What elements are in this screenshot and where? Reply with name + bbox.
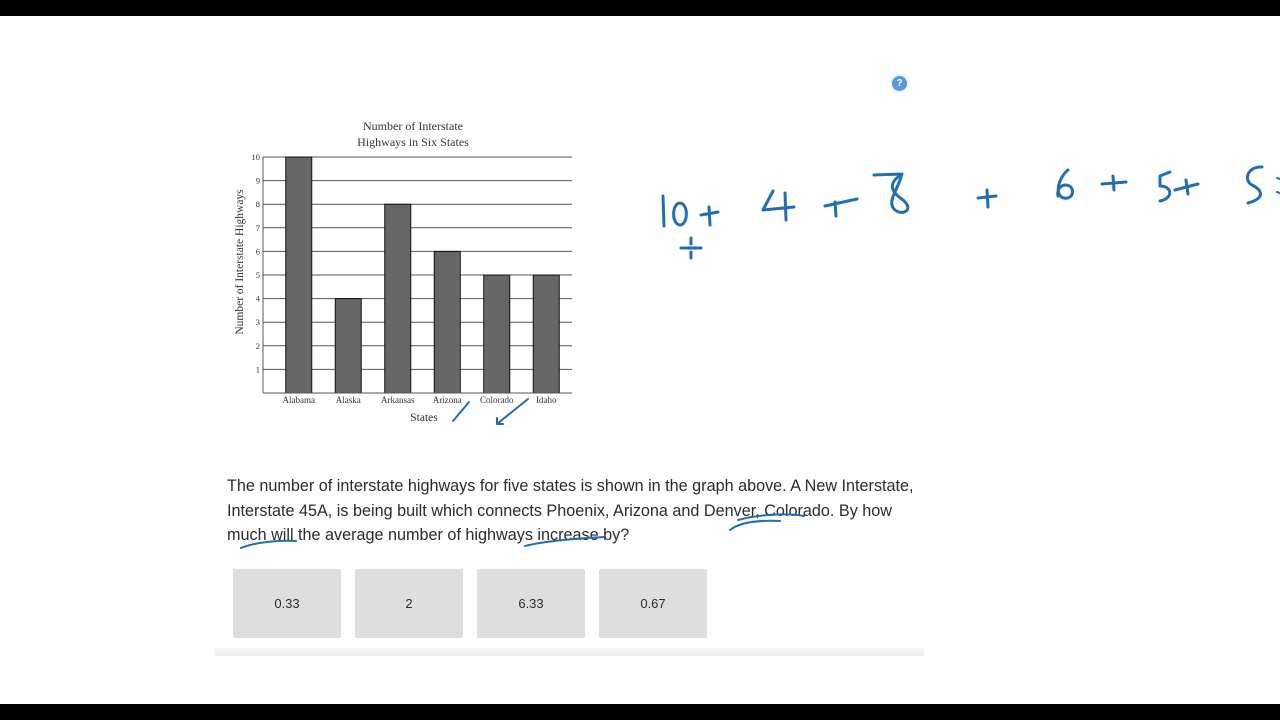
- help-button[interactable]: [892, 76, 907, 91]
- bar-alabama: [286, 157, 312, 393]
- y-tick-label: 3: [255, 317, 260, 328]
- x-tick-label: Idaho: [536, 395, 557, 405]
- handwritten-6: [1058, 170, 1073, 198]
- bar-chart: [226, 112, 586, 432]
- y-tick-label: 1: [255, 364, 260, 375]
- x-tick-label: Colorado: [480, 395, 514, 405]
- handwritten-8: [874, 174, 908, 212]
- y-tick-label: 7: [255, 222, 260, 233]
- letterbox-top: [0, 0, 1280, 16]
- bar-chart-svg: [226, 112, 586, 432]
- y-axis-label: Number of Interstate Highways: [234, 189, 246, 335]
- letterbox-bottom: [0, 704, 1280, 720]
- handwritten-plus: [825, 199, 857, 216]
- answer-choice-4[interactable]: 0.67: [599, 569, 707, 638]
- answer-choices: [233, 569, 707, 638]
- question-mark-icon: ?: [896, 78, 903, 89]
- chart-title-line-1: Number of Interstate: [363, 119, 463, 133]
- y-tick-label: 2: [255, 340, 260, 351]
- handwritten-4: [763, 191, 794, 220]
- y-tick-label: 4: [255, 293, 260, 304]
- question-text: The number of interstate highways for five states is shown in the graph above. A New Interstate, Interstate 45A, is being built which connects Phoenix, Arizona and Denver, Colorado. By how much will the average number of highways increase by?: [227, 477, 914, 544]
- bar-arkansas: [385, 204, 411, 393]
- y-axis-ticks: [252, 152, 261, 374]
- x-axis-labels: [283, 395, 557, 405]
- chart-title-line-2: Highways in Six States: [357, 135, 469, 149]
- handwritten-5: [1247, 167, 1262, 203]
- handwritten-plus: [1175, 180, 1198, 194]
- answer-choice-3[interactable]: 6.33: [477, 569, 585, 638]
- bar-idaho: [533, 275, 559, 393]
- y-tick-label: 5: [255, 270, 260, 280]
- x-tick-label: Arizona: [432, 395, 462, 405]
- x-axis-label: States: [410, 412, 438, 424]
- handwritten-10: [663, 196, 686, 226]
- x-tick-label: Arkansas: [381, 395, 415, 405]
- y-tick-label: 8: [255, 199, 260, 210]
- answer-choice-2[interactable]: 2: [355, 569, 463, 638]
- card-bottom-edge: [214, 648, 924, 656]
- bar-alaska: [335, 299, 361, 393]
- handwritten-plus: [701, 207, 718, 225]
- pen-cursor-icon: [681, 238, 701, 258]
- handwritten-plus: [978, 190, 996, 207]
- handwritten-5: [1160, 172, 1170, 201]
- bar-arizona: [434, 251, 460, 393]
- y-tick-label: 9: [255, 175, 260, 186]
- x-tick-label: Alaska: [335, 395, 361, 405]
- handwritten-plus: [1102, 176, 1126, 190]
- x-tick-label: Alabama: [282, 395, 315, 405]
- bar-colorado: [484, 275, 510, 393]
- y-tick-label: 6: [255, 246, 260, 257]
- y-tick-label: 10: [251, 152, 260, 162]
- answer-choice-1[interactable]: 0.33: [233, 569, 341, 638]
